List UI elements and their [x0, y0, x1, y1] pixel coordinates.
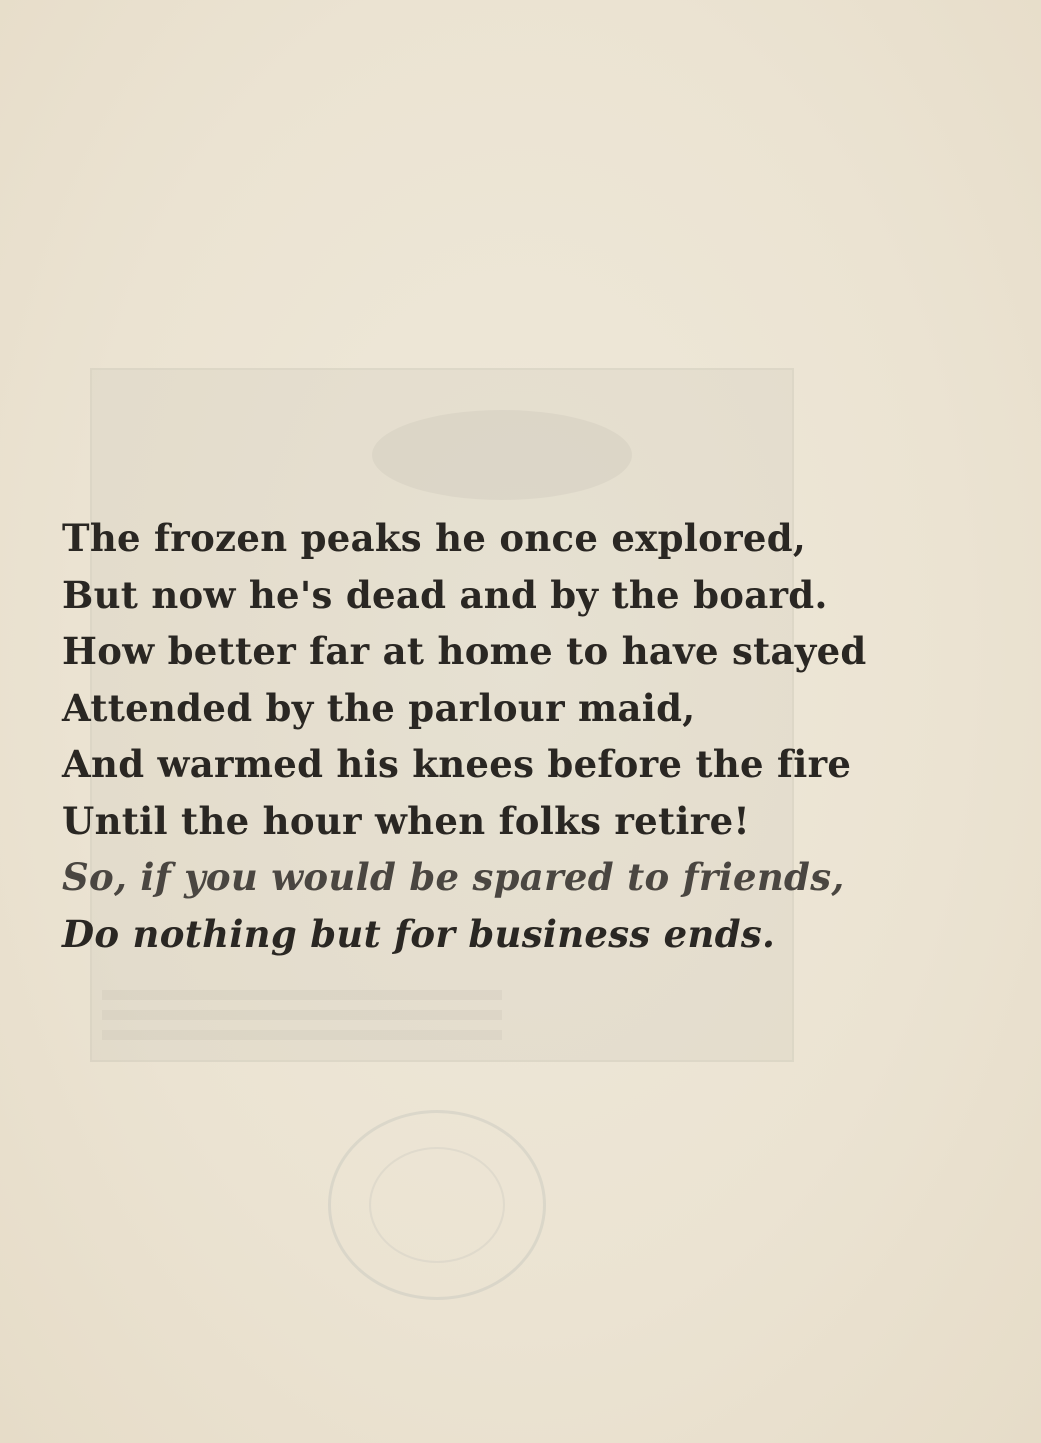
poem-line: The frozen peaks he once explored,: [62, 516, 807, 560]
library-stamp: [328, 1110, 546, 1300]
poem-line: Until the hour when folks retire!: [62, 798, 750, 843]
poem-moral-line: So, if you would be spared to friends,: [62, 855, 845, 899]
poem-line: Attended by the parlour maid,: [62, 685, 696, 730]
ghost-text-block: [102, 990, 502, 1050]
poem-line: And warmed his knees before the fire: [62, 742, 852, 786]
poem-line: How better far at home to have stayed: [62, 629, 867, 673]
ghost-shape: [372, 410, 632, 500]
poem-line: But now he's dead and by the board.: [62, 572, 828, 617]
poem-stanza: [62, 510, 962, 962]
poem-moral-line: Do nothing but for business ends.: [62, 911, 776, 956]
